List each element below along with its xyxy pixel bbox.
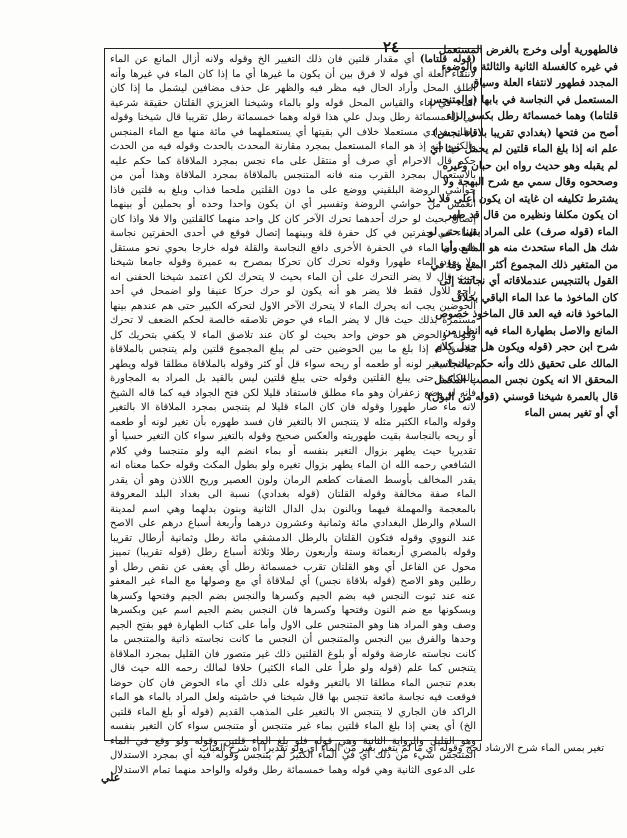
opening-quote: (قوله قلتاما) [419, 54, 476, 65]
margin-text: فالطهورية أولى وخرج بالغرض المستعمل في غيره كالغسلة الثانية والثالثة والوضوء المجدد فطهور لانتفاء العلة وسياق المستعمل في النجاسة في بابها (والمتنجس قلتاما) وهما خمسمائة رطل بكسر الراء أصح من فتحها (بغدادي تقريبا بلاقاة نجس) علم انه إذا بلغ الماء قلتين لم يحمل خبثا أي لم يقبله وهو حديث رواه ابن حبان وغيره وصححوه وقال سمي مع شرح البهجة ولا يشترط تكليفه ان غايته ان يكون أعلى فلا بد ان يكون مكلفا ونظيره من قال قد طهر الماء (قوله صرف) على المراد بقينا حتى لو شك هل الماء ستحدث منه هو المانع وأما من المتغير ذلك المجموع أكثر المنع وما في القول بالتنجيس عندملاقاته أي نجاسة إلى كان الماخوذ ما عدا الماء الباقي بخلاف الماخوذ فانه فيه العد قال الماخوذ خصوص المانع والاصل بطهارة الماء فيه انظر من شرح ابن حجر (قوله ويكون هل حمل كلام المالك على تحقيق ذلك وأنه حكم بالنجاسة المحقق الا انه يكون نجس المصب المكمل قال بالعمرة شيخنا قوسني (قوله من البول) أي أو تغير بمس الماء [426, 44, 618, 419]
main-text-body: أي مقدار قلتين فان ذلك التغيير الخ وقوله ولانه أزال المانع عن الماء لانتفاء العلة أي فوله لا فرق بين أن يكون ما غيرها أي ما إذا كان الماء في غيرها وأنه أطلق المحل وأراد الحال فيه مظر فيه والظهر عل حذف مضافين ليشمل ما إذا كان الماء في إناء والقياس المحل قوله ولو بالماء وشيخنا العزيزي القلتان حقيقة شرعية في الخمسمائة رطل وبدل علي هذا قوله وهما خمسمائة رطل تقريبا قال شيخنا وقوله رطل بغدادي مستعملا خلاف الي بقيتها أي يستعملهما في مائة منها مع الماء المنجس والكثير منه إذ هو الماء المستعمل بمجرد مقارنة المحدث بالحدث وقوله فيه من الحدث حكم قال الاحرام أي صرف أو منتقل على ماء نجس بمجرد الملاقاة كما حكم عليه بالاستعمال بمجرد القرب منه فانه المتنجس بالملاقاة بمجرد الملاقاة وهذا أمن من حواشي الروضة البلقيني ووضع على ما دون القلتين ملحما فذاب وبلغ به قلتين فاذا انغمس من حواشي الروضة وتفسير أي ان يكون واحدا وحده أو بحملين أو بينهما إتصال بحيث لو حرك أحدهما تحرك الآخر كان كل واحد منهما كالقلتين والا فلا واذا كان الماء في حفرتين في كل حفرة قلة وبينهما إتصال فوقع في أحدى الحفرتين نجاسة فلت أن الماء في الحفرة الأخرى دافع النجاسة والقلة فوله خارجا بحوي نحو مستقل ولا يعود الماء طهورا وقوله تحرك كان تحركا بمصرح به عميرة وقوله جامعا شيخنا حيث قال لا يضر التحرك على أن الماء بحيث لا يتحرك لكن اعتمد شيخنا الحفنى انه راجع للاول فقط فلا يضر هو أنه يكون لو حرك حركا عنيفا ولو اضمحل في أحد الحوضين يجب انه يحرك الماء لا يتحرك الآخر الاول لتحركه الكبير حتى هم عندهم بينها مستمرة بذلك حيث قال لا يضر الماء في حوض تلاصقه خالصة لحكم الضعف لا تحرك وقوله والحوض هو حوض واحد بحيث لو كان عند تلاصق الماء لا يكفي بتحريك كل ملاصق له إذا بلغ ما بين الحوضين حتى لم يبلغ المجموع قلتين ولم يتنجس بالملاقاة حيث لا يغير لونه أو طعمه أو ريحه سواء قل أو كثر وقوله بالملاقاة مطلقا قوله ويطهر بالمكاثرة حتى يبلغ القلتين وقوله حتى يبلغ قلتين ليس بالقيد بل المراد به المجاورة فانه لو وضع زعفران وهو ماء مطلق فاستفاد قليلا لكن فتح الجواد فيه كما قاله الشيخ لانه ماء صار طهورا وقوله فان كان الماء قليلا لم يتنجس بمجرد الملاقاة الا بالتغير وقوله والماء الكثير مثله لا يتنجس الا بالتغير فان فسد طهوره بأن تغير لونه أو طعمه أو ريحه بالنجاسة بقيت طهوريته والعكس صحيح وقوله بالتغير سواء كان التغير حسيا أو تقديريا حيث يطهر بزوال التغير بنفسه أو بماء انضم اليه ولو متنجسا وفي كلام الشافعي رحمه الله ان الماء يطهر بزوال تغيره ولو بطول المكث وقوله حكما معناه انه يقدر المخالف بأوسط الصفات كطعم الرمان ولون العصير وريح اللاذن وهو أن يقدر الماء صفة مخالفة وقوله القلتان (قوله بغدادي) نسبة الى بغداد البلد المعروفة بالمعجمة والمهملة فيهما وبالنون بدل الدال الثانية وبنون بدلهما وهي اسم لمدينة السلام والرطل البغدادي مائة وثمانية وعشرون درهما وأربعة أسباع درهم على الاصح عند النووي وقوله فتكون القلتان بالرطل الدمشقي مائة رطل وثمانية أرطال تقريبا وقوله بالمصري أربعمائة وستة وأربعون رطلا وثلاثة أسباع رطل (قوله تقريبا) تمييز محول عن الفاعل أي وهو القلتان تقرب خمسمائة رطل أي يعفى عن نقص رطل أو رطلين وهو الاصح (قوله بلاقاة نجس) أي لملاقاة أي مع وصولها مع الماء غير المعفو عنه عند ثبوت النجس فيه بضم الجيم وكسرها والنجس بضم الجيم وفتحها وكسرها وبسكونها مع ضم النون وفتحها وكسرها فان النجس بضم الجيم اسم عين وبكسرها وصف وهو المراد هنا وهو المتنجس على الاول وأما على كتاب الطهارة فهو بفتح الجيم وحدها والفرق بين النجس والمتنجس أن النجس ما كانت نجاسته ذاتية والمتنجس ما كانت نجاسته عارضة وقوله أو بلوغ القلتين ذلك غير متصور فان القليل بمجرد الملاقاة يتنجس كما علم (قوله ولو طرأ على الماء الكثير) حلافا لمالك رحمه الله حيث قال بعدم تنجس الماء مطلقا الا بالتغير وقوله على ذلك أي ماء الحوض فان كان حوضا فوقعت فيه نجاسة مائعة تنجس بها قال شيخنا في حاشيته ولعل المراد بالماء هو الماء الراكد فان الجاري لا يتنجس الا بالتغير على المذهب القديم (قوله أو بلغ الماء قلتين الخ) أي يعني إذا بلغ الماء قلتين بماء غير متنجس أو متنجس سواء كان التغير بنفسه وهو القليل والرواية الثانية وهي قوله فلو بلغ الماء قلتين وقوله ولو وقع في الماء المتنجس شيء من ذلك أي في الماء الكثير لم يتنجس وقوله فيه أي بمجرد الاستدلال على الدعوى الثانية وهي قوله وهما خمسمائة رطل وقوله والواحد منهما تمام الاستدلال [110, 54, 477, 776]
page-number: ٢٤ [383, 38, 400, 56]
catchword: علي [101, 771, 121, 784]
bottom-marginal-line: تغير بمس الماء شرح الارشاد لحج وقوله أي ما لم يتغير بغير من الماء أي ولو تقديرا اه شرح العباب [199, 743, 604, 754]
main-text-block [110, 53, 476, 778]
